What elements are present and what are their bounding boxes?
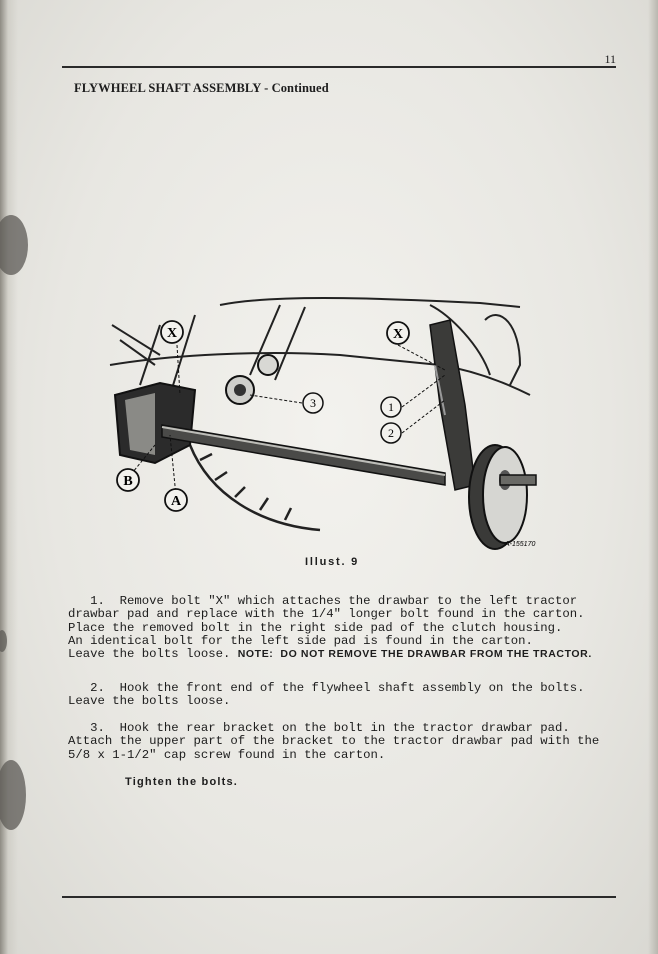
paper-stain [0,760,26,830]
svg-text:A: A [170,494,182,509]
paper-stain [0,215,28,275]
step-3 [68,722,616,762]
callout-b [117,469,139,491]
step-2-line: 2. Hook the front end of the flywheel shaft assembly on the bolts. [68,681,585,695]
illustration-part-number: A-155170 [505,541,536,548]
flywheel [469,445,536,549]
step-1-line: Place the removed bolt in the right side pad of the clutch housing. [68,620,563,635]
step-3-line: 3. Hook the rear bracket on the bolt in the tractor drawbar pad. [68,721,570,735]
callout-a [165,489,187,511]
tractor-frame [110,298,530,395]
step-1-line [68,648,616,661]
header-rule [62,66,616,68]
svg-text:B: B [123,474,133,489]
step-1-line: drawbar pad and replace with the 1/4" longer bolt found in the carton. [68,607,585,622]
step-3-line: Attach the upper part of the bracket to the tractor drawbar pad with the [68,734,600,749]
step-2 [68,682,616,709]
callout-2 [381,423,401,443]
tighten-bolts-instruction: Tighten the bolts. [125,776,239,788]
rear-bracket [430,320,475,490]
page-number: 11 [604,52,616,66]
callout-3 [303,393,323,413]
flywheel-shaft-illustration [100,285,560,555]
callout-1 [381,397,401,417]
footer-rule [62,896,616,898]
page-edge-shadow-right [648,0,658,954]
step-2-line: Leave the bolts loose. [68,694,231,709]
svg-text:X: X [166,326,178,341]
drawbar-warning-note: NOTE: DO NOT REMOVE THE DRAWBAR FROM THE TRACTOR. [237,648,592,661]
svg-text:1: 1 [388,400,394,414]
callout-x-right [387,322,409,344]
svg-text:3: 3 [310,396,316,410]
svg-text:2: 2 [388,426,394,440]
flywheel-shaft [162,425,445,485]
callout-x-left [161,321,183,343]
step-1 [68,595,616,661]
step-3-line: 5/8 x 1-1/2" cap screw found in the carton. [68,747,386,762]
step-1-line-text: Leave the bolts loose. [68,647,238,662]
step-1-line: 1. Remove bolt "X" which attaches the drawbar to the left tractor [68,594,578,608]
step-1-line: An identical bolt for the left side pad is found in the carton. [68,633,533,648]
illustration-caption: Illust. 9 [305,556,360,568]
svg-text:X: X [392,327,404,342]
section-title: FLYWHEEL SHAFT ASSEMBLY - Continued [74,81,329,95]
